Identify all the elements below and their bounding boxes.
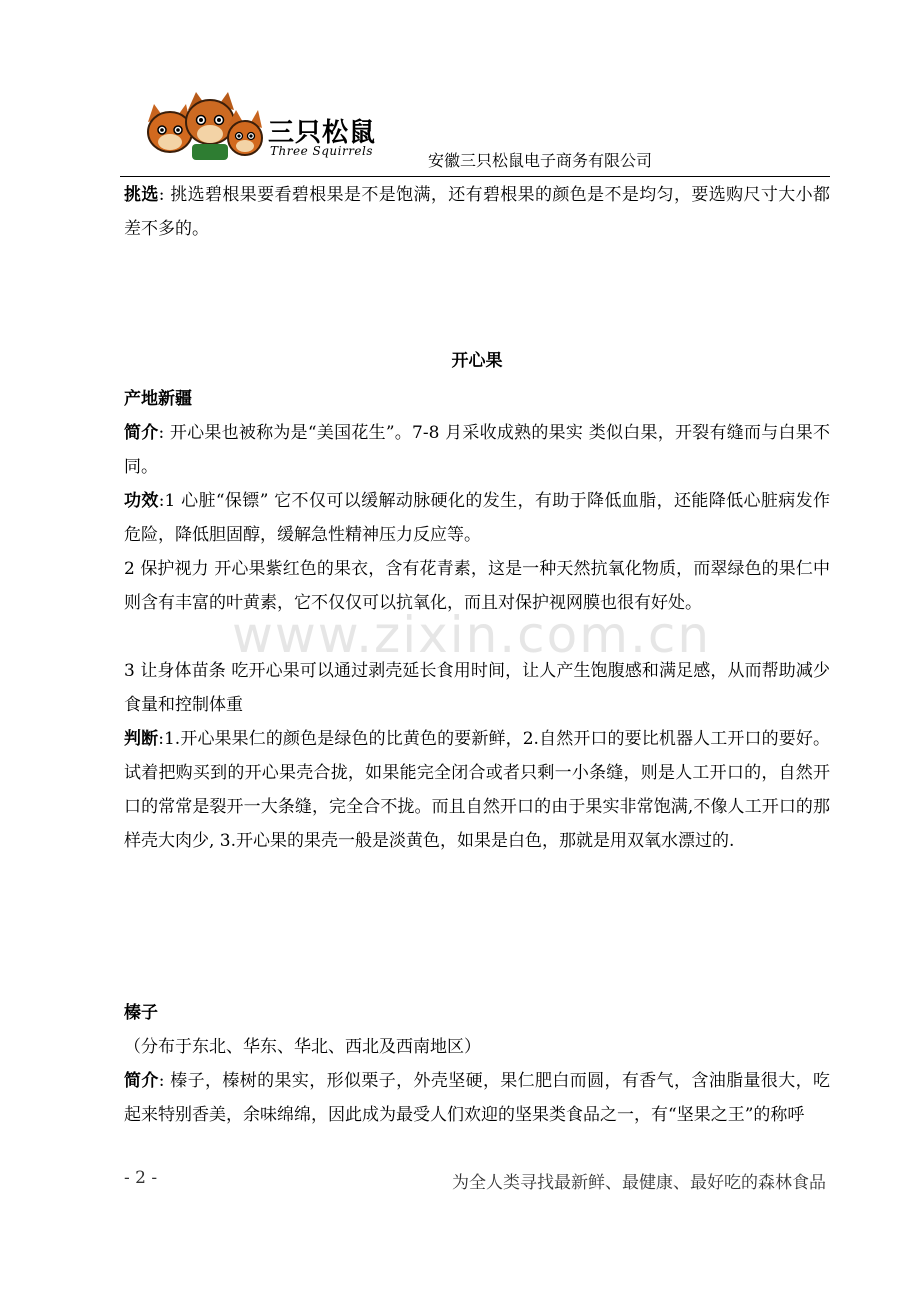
intro-label: 简介 [124, 423, 159, 443]
pistachio-effect-3: 3 让身体苗条 吃开心果可以通过剥壳延长食用时间，让人产生饱腹感和满足感，从而帮助减少食量和控制体重 [124, 661, 830, 715]
section-title-hazelnut [124, 996, 830, 1030]
hazelnut-intro [124, 1064, 830, 1132]
pistachio-effect-1 [124, 484, 830, 552]
hazelnut-distribution: （分布于东北、华东、华北、西北及西南地区） [124, 1037, 481, 1057]
pistachio-judge [124, 722, 830, 858]
selection-label: 挑选 [124, 185, 159, 205]
origin-label: 产地新疆 [124, 389, 192, 409]
footer-slogan: 为全人类寻找最新鲜、最健康、最好吃的森林食品 [452, 1173, 826, 1193]
effect-label: 功效 [124, 491, 159, 511]
hazelnut-intro-label: 简介 [124, 1071, 159, 1091]
watermark: www.zixin.com.cn [232, 606, 712, 664]
pistachio-intro [124, 416, 830, 484]
hazelnut-title: 榛子 [124, 1003, 158, 1023]
pistachio-origin [124, 382, 830, 416]
judge-label: 判断 [124, 729, 159, 749]
pecan-selection-paragraph [124, 178, 830, 246]
header-divider [120, 176, 830, 177]
selection-text: : 挑选碧根果要看碧根果是不是饱满，还有碧根果的颜色是不是均匀，要选购尺寸大小都差不多的。 [124, 185, 830, 239]
intro-text: : 开心果也被称为是“美国花生”。7-8 月采收成熟的果实 类似白果，开裂有缝而与白果不同。 [124, 423, 831, 477]
pistachio-effect-2: 2 保护视力 开心果紫红色的果衣，含有花青素，这是一种天然抗氧化物质，而翠绿色的果仁中则含有丰富的叶黄素，它不仅仅可以抗氧化，而且对保护视网膜也很有好处。 [124, 559, 830, 613]
judge-text: :1.开心果果仁的颜色是绿色的比黄色的要新鲜，2.自然开口的要比机器人工开口的要好。试着把购买到的开心果壳合拢，如果能完全闭合或者只剩一小条缝，则是人工开口的，自然开口的常常是裂开一大条缝，完全合不拢。而且自然开口的由于果实非常饱满,不像人工开口的那样壳大肉少, 3.开心果的果壳一般是淡黄色，如果是白色，那就是用双氧水漂过的. [124, 729, 831, 851]
company-name: 安徽三只松鼠电子商务有限公司 [428, 151, 653, 170]
page-number: - 2 - [124, 1168, 158, 1188]
company-logo [140, 92, 390, 164]
squirrel-logo-icon [140, 92, 264, 164]
logo-chinese-text: 三只松鼠 [268, 118, 377, 148]
hazelnut-intro-text: : 榛子，榛树的果实，形似栗子，外壳坚硬，果仁肥白而圆，有香气，含油脂量很大，吃起来特别香美，余味绵绵，因此成为最受人们欢迎的坚果类食品之一，有“坚果之王”的称呼 [124, 1071, 830, 1125]
effect-1-text: :1 心脏“保镖” 它不仅可以缓解动脉硬化的发生，有助于降低血脂，还能降低心脏病发作危险，降低胆固醇，缓解急性精神压力反应等。 [124, 491, 830, 545]
logo-english-text: Three Squirrels [270, 144, 374, 158]
section-title-pistachio: 开心果 [451, 351, 503, 371]
